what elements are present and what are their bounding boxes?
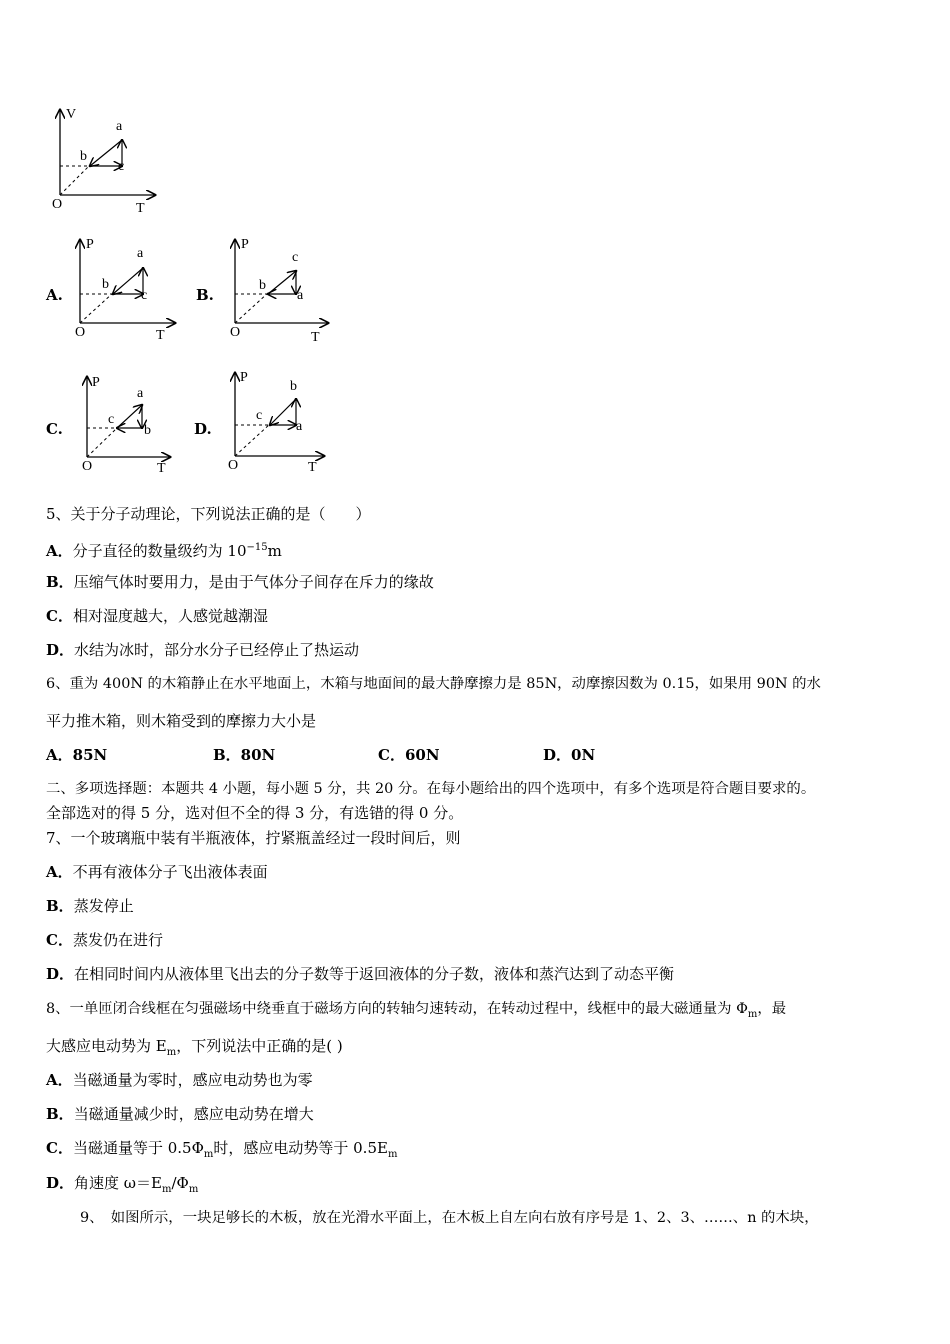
- q8-option-b: [46, 1104, 314, 1124]
- y-axis-label: P: [86, 237, 94, 252]
- x-axis-label: T: [311, 330, 320, 345]
- point-label: b: [259, 278, 266, 293]
- section-2-heading-line1: 二、多项选择题：本题共 4 小题，每小题 5 分，共 20 分。在每小题给出的四个选项中，有多个选项是符合题目要求的。: [46, 781, 816, 797]
- option-text: 分子直径的数量级约为 10: [72, 542, 247, 560]
- option-text: 不再有液体分子飞出液体表面: [72, 863, 268, 881]
- stem-text: 8、一单匝闭合线框在匀强磁场中绕垂直于磁场方向的转轴匀速转动，在转动过程中，线框中的最大磁通量为 Φ: [46, 1001, 748, 1017]
- q8-stem-line2: [46, 1036, 343, 1063]
- figure-option-c: [72, 372, 192, 482]
- option-text: 角速度 ω＝E: [74, 1174, 162, 1192]
- option-text: 相对湿度越大，人感觉越潮湿: [72, 607, 268, 625]
- option-text: 当磁通量等于 0.5Φ: [72, 1139, 204, 1157]
- origin-label: O: [228, 458, 239, 473]
- option-text: 当磁通量减少时，感应电动势在增大: [73, 1105, 314, 1123]
- option-text: 蒸发仍在进行: [72, 931, 163, 949]
- origin-label: O: [75, 325, 86, 340]
- subscript: m: [203, 1149, 214, 1160]
- option-label: B．: [46, 897, 74, 915]
- origin-label: O: [82, 459, 93, 474]
- subscript: m: [747, 1008, 758, 1020]
- figure-main-vt: [40, 100, 170, 220]
- x-axis-label: T: [157, 461, 166, 476]
- exponent: −15: [246, 542, 268, 553]
- subscript: m: [387, 1149, 398, 1160]
- point-label: c: [292, 250, 299, 265]
- point-label: c: [141, 288, 148, 303]
- q7-option-d: [46, 964, 674, 984]
- q7-option-a: [46, 862, 268, 882]
- subscript: m: [188, 1184, 199, 1195]
- point-label: a: [296, 419, 303, 434]
- origin-label: O: [52, 197, 63, 212]
- point-label: b: [144, 423, 151, 438]
- q5-stem: 5、关于分子动理论，下列说法正确的是（ ）: [46, 505, 371, 523]
- y-axis-label: P: [241, 237, 249, 252]
- option-text: 在相同时间内从液体里飞出去的分子数等于返回液体的分子数，液体和蒸汽达到了动态平衡: [74, 965, 675, 983]
- q9-stem: 9、 如图所示，一块足够长的木板，放在光滑水平面上，在木板上自左向右放有序号是 1、2、3、……、n 的木块，: [80, 1210, 819, 1226]
- subscript: m: [166, 1047, 177, 1058]
- origin-label: O: [230, 325, 241, 340]
- point-label: a: [116, 119, 123, 134]
- q8-option-a: [46, 1070, 313, 1090]
- stem-text: ，下列说法中正确的是( ): [176, 1037, 343, 1055]
- q7-option-b: [46, 896, 134, 916]
- option-label: D．: [46, 1174, 75, 1192]
- option-d-label: D.: [194, 420, 212, 438]
- section-2-heading-line2: 全部选对的得 5 分，选对但不全的得 3 分，有选错的得 0 分。: [46, 804, 464, 822]
- subscript: m: [161, 1184, 172, 1195]
- option-label: D．: [46, 965, 75, 983]
- option-label: C．: [46, 931, 73, 949]
- figure-option-a: [65, 235, 185, 345]
- x-axis-label: T: [136, 201, 145, 216]
- point-label: b: [290, 379, 297, 394]
- option-label: A．: [46, 542, 73, 560]
- point-label: b: [80, 149, 87, 164]
- option-label: B．: [46, 573, 74, 591]
- figure-option-b: [220, 235, 340, 345]
- option-b-label: B.: [196, 286, 214, 304]
- option-label: A．: [46, 863, 73, 881]
- figure-option-d: [220, 368, 340, 478]
- q6-stem-line1: 6、重为 400N 的木箱静止在水平地面上，木箱与地面间的最大静摩擦力是 85N，动摩擦因数为 0.15，如果用 90N 的水: [46, 676, 821, 692]
- point-label: b: [102, 277, 109, 292]
- point-label: c: [118, 159, 125, 174]
- option-text: 时，感应电动势等于 0.5E: [213, 1139, 388, 1157]
- option-text: 水结为冰时，部分水分子已经停止了热运动: [74, 641, 360, 659]
- q7-option-c: [46, 930, 163, 950]
- option-label: D．: [46, 641, 75, 659]
- option-label: A．: [46, 1071, 73, 1089]
- q8-stem-line1: [46, 999, 786, 1025]
- q6-option-c: C．60N: [378, 746, 440, 764]
- q5-option-c: [46, 606, 268, 626]
- y-axis-label: V: [66, 107, 77, 122]
- stem-text: 大感应电动势为 E: [46, 1037, 167, 1055]
- q8-option-c: [46, 1138, 397, 1165]
- stem-text: ，最: [757, 1001, 787, 1017]
- option-a-label: A.: [46, 286, 63, 304]
- q6-stem-line2: 平力推木箱，则木箱受到的摩擦力大小是: [46, 712, 317, 730]
- y-axis-label: P: [240, 370, 248, 385]
- point-label: c: [256, 408, 263, 423]
- option-label: B．: [46, 1105, 74, 1123]
- point-label: a: [137, 386, 144, 401]
- point-label: a: [297, 288, 304, 303]
- x-axis-label: T: [156, 328, 165, 343]
- q5-option-b: [46, 572, 434, 592]
- q6-option-d: D．0N: [543, 746, 596, 764]
- q5-option-a: [46, 538, 282, 561]
- option-c-label: C.: [46, 420, 63, 438]
- option-label: C．: [46, 1139, 73, 1157]
- q6-option-a: A．85N: [46, 746, 108, 764]
- q8-option-d: [46, 1173, 198, 1200]
- q7-stem: 7、一个玻璃瓶中装有半瓶液体，拧紧瓶盖经过一段时间后，则: [46, 829, 461, 847]
- point-label: c: [108, 412, 115, 427]
- option-text: 压缩气体时要用力，是由于气体分子间存在斥力的缘故: [73, 573, 434, 591]
- option-text: 当磁通量为零时，感应电动势也为零: [72, 1071, 313, 1089]
- option-text: /Φ: [171, 1174, 189, 1192]
- point-label: a: [137, 246, 144, 261]
- unit: m: [267, 542, 282, 560]
- q6-option-b: B．80N: [213, 746, 276, 764]
- option-label: C．: [46, 607, 73, 625]
- x-axis-label: T: [308, 460, 317, 475]
- option-text: 蒸发停止: [73, 897, 134, 915]
- y-axis-label: P: [92, 375, 100, 390]
- q5-option-d: [46, 640, 359, 660]
